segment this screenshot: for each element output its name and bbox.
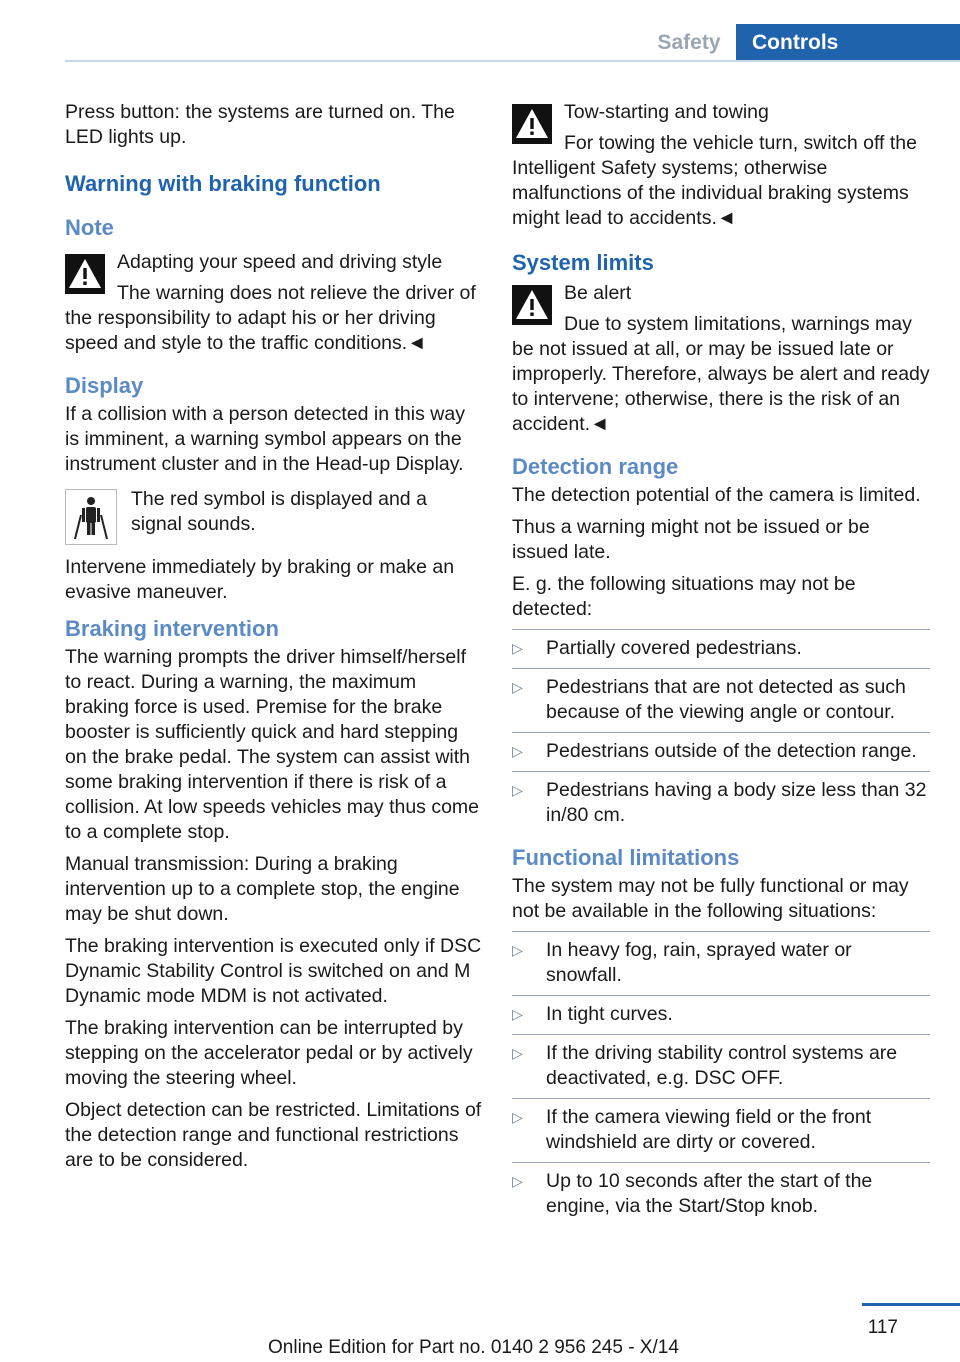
bullet-arrow-icon: ▷ — [512, 640, 523, 656]
detection-paragraph-2: Thus a warning might not be issued or be issued late. — [512, 516, 870, 563]
braking-paragraph-4: The braking intervention can be interrupted by stepping on the accelerator pedal or by actively moving the steering wheel. — [65, 1017, 473, 1089]
bullet-arrow-icon: ▷ — [512, 679, 523, 695]
warning-triangle-icon — [512, 104, 552, 144]
heading-note: Note — [65, 215, 114, 240]
functional-list — [512, 931, 930, 1219]
braking-paragraph-3: The braking intervention is executed only if DSC Dynamic Stability Control is switched on and M Dynamic mode MDM is not activated. — [65, 935, 482, 1007]
alert-title: Be alert — [564, 282, 632, 304]
detection-paragraph-3: E. g. the following situations may not be detected: — [512, 573, 856, 620]
pedestrian-warning-icon — [65, 489, 117, 545]
bullet-arrow-icon: ▷ — [512, 942, 523, 958]
intervene-text: Intervene immediately by braking or make an evasive maneuver. — [65, 556, 455, 603]
header-rule — [65, 60, 960, 62]
heading-braking-intervention: Braking intervention — [65, 616, 279, 641]
warning-alert — [512, 281, 930, 437]
alert-body: Due to system limitations, warnings may be not issued at all, or may be issued late or improperly. Therefore, always be alert and ready to intervene; otherwise, there is the risk of an accident.◄ — [512, 313, 930, 435]
list-item: ▷ Partially covered pedestrians. — [512, 629, 930, 661]
note-body: The warning does not relieve the driver of the responsibility to adapt his or her driving speed and style to the traffic conditions.◄ — [65, 282, 476, 354]
detection-paragraph-1: The detection potential of the camera is limited. — [512, 484, 921, 506]
footer-rule — [862, 1303, 960, 1306]
heading-warning-braking: Warning with braking function — [65, 171, 381, 196]
symbol-block — [65, 487, 483, 537]
heading-functional-limitations: Functional limitations — [512, 845, 740, 870]
braking-paragraph-5: Object detection can be restricted. Limitations of the detection range and functional restrictions are to be considered. — [65, 1099, 482, 1171]
heading-detection-range: Detection range — [512, 454, 679, 479]
bullet-arrow-icon: ▷ — [512, 1173, 523, 1189]
note-title: Adapting your speed and driving style — [117, 251, 443, 273]
heading-display: Display — [65, 373, 144, 398]
page-number: 117 — [867, 1317, 898, 1338]
right-column — [512, 100, 930, 1226]
towing-body: For towing the vehicle turn, switch off the Intelligent Safety systems; otherwise malfunctions of the individual braking systems might lead to accidents.◄ — [512, 132, 917, 229]
braking-paragraph-2: Manual transmission: During a braking intervention up to a complete stop, the engine may be shut down. — [65, 853, 460, 925]
towing-title: Tow-starting and towing — [564, 101, 769, 123]
functional-paragraph-1: The system may not be fully functional or may not be available in the following situations: — [512, 875, 909, 922]
warning-triangle-icon — [65, 254, 105, 294]
bullet-arrow-icon: ▷ — [512, 1045, 523, 1061]
left-column — [65, 100, 483, 1180]
list-item: ▷ Up to 10 seconds after the start of the engine, via the Start/Stop knob. — [512, 1162, 930, 1219]
warning-triangle-icon — [512, 285, 552, 325]
header-section-tab[interactable]: Safety — [657, 31, 721, 54]
braking-paragraph-1: The warning prompts the driver himself/herself to react. During a warning, the maximum braking force is used. Premise for the brake booster is sufficiently quick and hard stepping on the brake pedal. The system can assist with some braking intervention if there is risk of a collision. At low speeds vehicles may thus come to a complete stop. — [65, 646, 480, 843]
display-body: If a collision with a person detected in this way is imminent, a warning symbol appears on the instrument cluster and in the Head-up Display. — [65, 403, 465, 475]
warning-note — [65, 250, 483, 356]
list-item: ▷ Pedestrians that are not detected as such because of the viewing angle or contour. — [512, 668, 930, 725]
symbol-text: The red symbol is displayed and a signal sounds. — [131, 488, 427, 535]
list-item: ▷ If the camera viewing field or the front windshield are dirty or covered. — [512, 1098, 930, 1155]
detection-list — [512, 629, 930, 828]
warning-towing — [512, 100, 930, 231]
list-item: ▷ Pedestrians having a body size less than 32 in/80 cm. — [512, 771, 930, 828]
bullet-arrow-icon: ▷ — [512, 1109, 523, 1125]
edition-footer: Online Edition for Part no. 0140 2 956 245 - X/14 — [268, 1337, 679, 1358]
bullet-arrow-icon: ▷ — [512, 1006, 523, 1022]
list-item: ▷ If the driving stability control systems are deactivated, e.g. DSC OFF. — [512, 1034, 930, 1091]
intro-text: Press button: the systems are turned on. The LED lights up. — [65, 101, 455, 148]
heading-system-limits: System limits — [512, 250, 654, 275]
header-chapter-tab[interactable]: Controls — [736, 24, 960, 62]
list-item: ▷ In tight curves. — [512, 995, 930, 1027]
list-item: ▷ Pedestrians outside of the detection range. — [512, 732, 930, 764]
bullet-arrow-icon: ▷ — [512, 782, 523, 798]
bullet-arrow-icon: ▷ — [512, 743, 523, 759]
list-item: ▷ In heavy fog, rain, sprayed water or snowfall. — [512, 931, 930, 988]
